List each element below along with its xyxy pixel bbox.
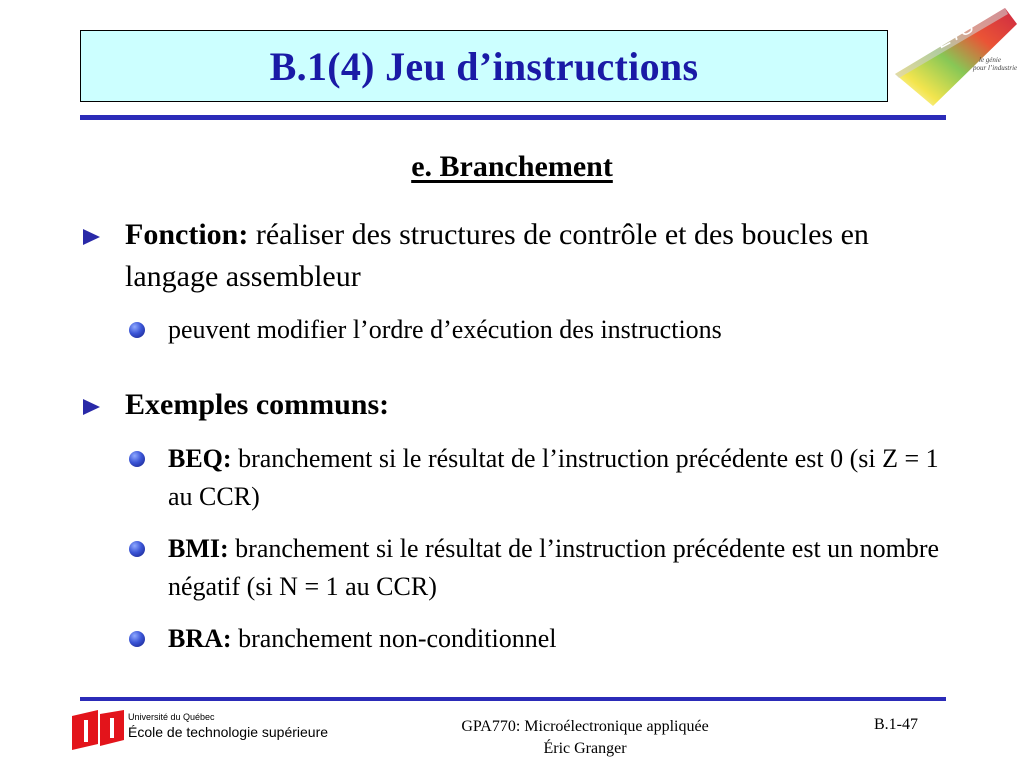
section-heading: e. Branchement	[411, 150, 613, 183]
bullet-text: peuvent modifier l’ordre d’exécution des instructions	[168, 315, 722, 344]
page-number: B.1-47	[874, 716, 918, 733]
course-info	[400, 716, 770, 760]
dot-bullet-icon	[129, 451, 145, 467]
bullet-label: BMI:	[168, 534, 229, 563]
bullet-label: BRA:	[168, 624, 232, 653]
uq-flag-icon	[72, 710, 124, 750]
sub-bullet-bra	[168, 620, 958, 658]
title-box	[80, 30, 888, 102]
school-name: École de technologie supérieure	[128, 724, 329, 740]
dot-bullet-icon	[129, 322, 145, 338]
course-title: GPA770: Microélectronique appliquée	[461, 718, 709, 735]
sub-bullet-bmi	[168, 530, 958, 606]
sub-bullet-beq	[168, 440, 958, 516]
ets-logo	[893, 2, 1019, 110]
sub-bullet-ordre	[168, 311, 958, 349]
top-rule	[80, 115, 946, 120]
university-name: Université du Québec	[128, 712, 215, 722]
arrow-bullet-icon	[83, 229, 100, 245]
bottom-rule	[80, 697, 946, 701]
logo-tagline-1: le génie	[979, 56, 1001, 64]
bullet-label: Fonction:	[125, 218, 249, 251]
logo-text: ÉTS	[932, 15, 978, 53]
dot-bullet-icon	[129, 631, 145, 647]
arrow-bullet-icon	[83, 399, 100, 415]
bullet-text: réaliser des structures de contrôle et des boucles en langage assembleur	[125, 218, 869, 293]
bullet-exemples	[125, 384, 955, 426]
bullet-text: branchement si le résultat de l’instruction précédente est 0 (si Z = 1 au CCR)	[168, 444, 939, 511]
bullet-label: Exemples communs:	[125, 388, 390, 421]
bullet-text: branchement si le résultat de l’instruction précédente est un nombre négatif (si N = 1 au CCR)	[168, 534, 940, 601]
page-title: B.1(4) Jeu d’instructions	[269, 43, 699, 89]
instructor-name: Éric Granger	[543, 740, 627, 757]
dot-bullet-icon	[129, 541, 145, 557]
bullet-fonction	[125, 214, 955, 298]
bullet-label: BEQ:	[168, 444, 232, 473]
logo-tagline-2: pour l’industrie	[973, 64, 1018, 72]
bullet-text: branchement non-conditionnel	[231, 624, 557, 653]
